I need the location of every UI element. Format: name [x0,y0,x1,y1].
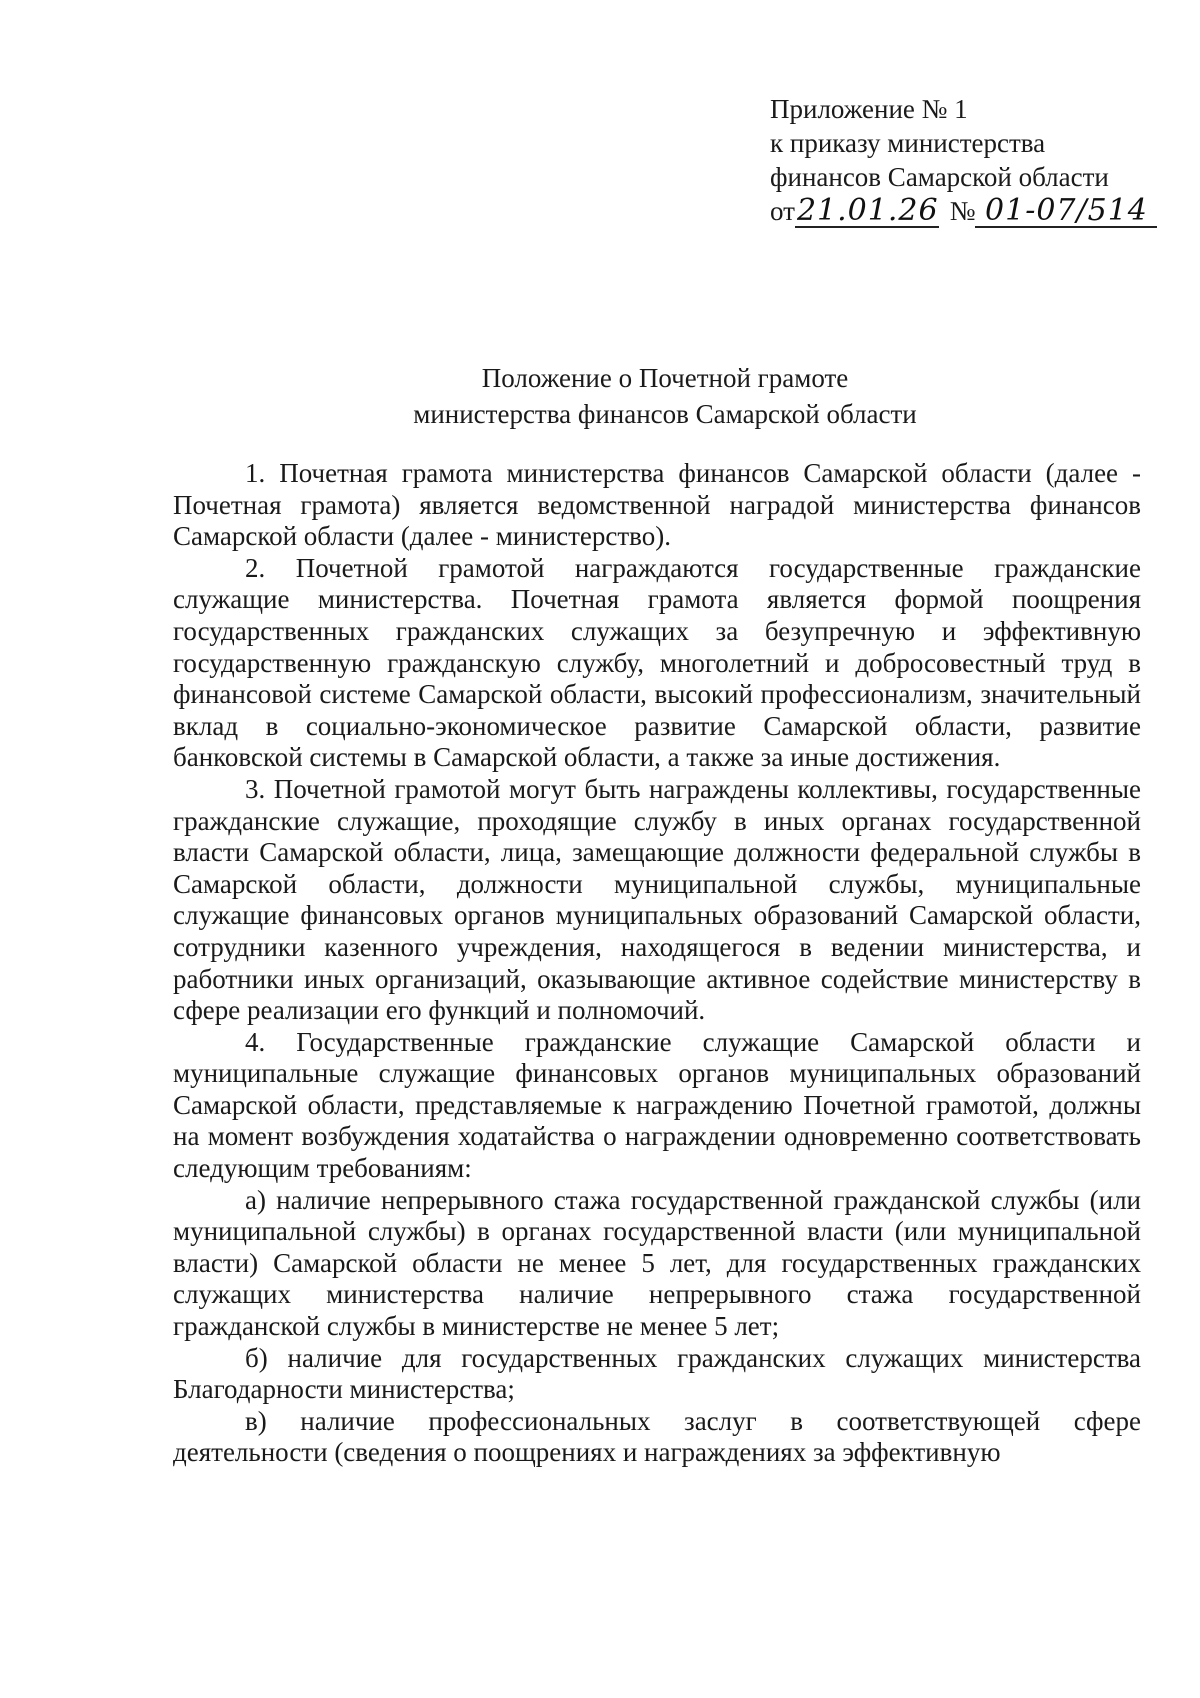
paragraph-4b: б) наличие для государственных гражданских служащих министерства Благодарности министерства; [173,1342,1141,1405]
appendix-ministry: финансов Самарской области [770,162,1109,192]
paragraph-2: 2. Почетной грамотой награждаются государственные гражданские служащие министерства. Почетная грамота является формой поощрения государственных гражданских служащих за безупречную и эффективную государственную гражданскую службу, многолетний и добросовестный труд в финансовой системе Самарской области, высокий профессионализм, значительный вклад в социально-экономическое развитие Самарской области, развитие банковской системы в Самарской области, а также за иные достижения. [173,552,1141,773]
paragraph-1: 1. Почетная грамота министерства финансов Самарской области (далее - Почетная грамота) является ведомственной наградой министерства финансов Самарской области (далее - министерство). [173,458,1141,552]
title-line-2: министерства финансов Самарской области [413,399,917,429]
paragraph-4a: а) наличие непрерывного стажа государственной гражданской службы (или муниципальной службы) в органах государственной власти (или муниципальной власти) Самарской области не менее 5 лет, для государственных гражданских служащих министерства наличие непрерывного стажа государственной гражданской службы в министерстве не менее 5 лет; [173,1184,1141,1342]
paragraph-3: 3. Почетной грамотой могут быть награждены коллективы, государственные гражданские служащие, проходящие службу в иных органах государственной власти Самарской области, лица, замещающие должности федеральной службы в Самарской области, должности муниципальной службы, муниципальные служащие финансовых органов муниципальных образований Самарской области, сотрудники казенного учреждения, находящегося в ведении министерства, и работники иных организаций, оказывающие активное содействие министерству в сфере реализации его функций и полномочий. [173,773,1141,1026]
paragraph-4: 4. Государственные гражданские служащие Самарской области и муниципальные служащие финансовых органов муниципальных образований Самарской области, представляемые к награждению Почетной грамотой, должны на момент возбуждения ходатайства о награждении одновременно соответствовать следующим требованиям: [173,1026,1141,1184]
paragraph-4c: в) наличие профессиональных заслуг в соответствующей сфере деятельности (сведения о поощрениях и награждениях за эффективную [173,1405,1141,1468]
appendix-order-ref: к приказу министерства [770,128,1046,158]
handwritten-date: 21.01.26 [796,193,939,228]
document-title [170,360,1160,432]
appendix-header [770,92,1150,228]
appendix-date-number [770,194,1150,228]
date-prefix: от [770,196,795,226]
handwritten-number: 01-07/514 [975,196,1157,228]
appendix-title: Приложение № 1 [770,94,968,124]
document-body [173,458,1141,1469]
title-line-1: Положение о Почетной грамоте [481,363,849,393]
number-prefix: № [949,196,976,226]
